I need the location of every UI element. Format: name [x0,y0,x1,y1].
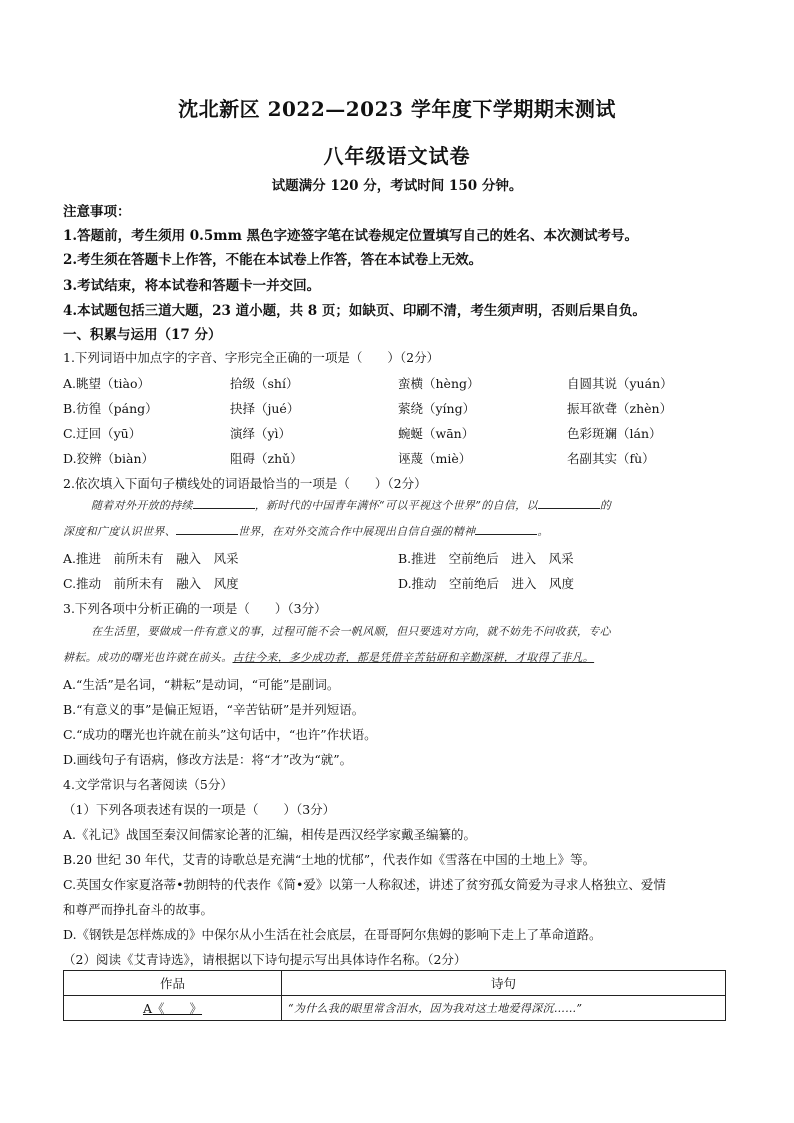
exam-title: 沈北新区 2022—2023 学年度下学期期末测试 [178,97,616,121]
option-item: 阻碍（zhǔ） [230,451,303,466]
option-item: C.“成功的曙光也许就在前头”这句话中，“也许”作状语。 [63,727,377,742]
underlined-sentence: 古往今来，多少成功者，都是凭借辛苦钻研和辛勤深耕，才取得了非凡。 [232,651,595,664]
option-item: 振耳欲聋（zhèn） [567,401,673,416]
question-stem: 3.下列各项中分析正确的一项是（ ）（3分） [63,601,327,616]
sub-question: （1）下列各项表述有误的一项是（ ）（3分） [63,802,336,817]
option-item: 蜿蜒（wān） [398,426,475,441]
option-item: D.《钢铁是怎样炼成的》中保尔从小生活在社会底层，在哥哥阿尔焦姆的影响下走上了革命道路。 [63,927,602,942]
exam-info: 试题满分 120 分，考试时间 150 分钟。 [271,178,523,194]
fill-blank [176,522,238,535]
option-item: 色彩斑斓（lán） [567,426,662,441]
table-cell: “为什么我的眼里常含泪水，因为我对这土地爱得深沉……” [282,996,726,1021]
option-item: C.迂回（yū） [63,426,142,441]
section-heading: 一、积累与运用（17 分） [63,327,222,343]
option-item: C.英国女作家夏洛蒂•勃朗特的代表作《简•爱》以第一人称叙述，讲述了贫穷孤女简爱为寻求人格独立、爱情 [63,877,666,892]
passage-text: 耕耘。成功的曙光也许就在前头。 [63,651,233,664]
option-item: C.推动 前所未有 融入 风度 [63,576,239,591]
option-item: B.20 世纪 30 年代，艾青的诗歌总是充满“土地的忧郁”，代表作如《雪落在中国的土地上》等。 [63,852,596,867]
option-item: 自圆其说（yuán） [567,376,673,391]
option-item: 演绎（yì） [230,426,292,441]
option-item: 拾级（shí） [230,376,299,391]
option-item: 和尊严而挣扎奋斗的故事。 [63,902,214,917]
notice-item: 2.考生须在答题卡上作答，不能在本试卷上作答，答在本试卷上无效。 [63,252,483,268]
q3-passage [63,646,731,670]
table-header-row [64,971,726,996]
option-item: A.“生活”是名词，“耕耘”是动词，“可能”是副词。 [63,677,340,692]
option-item: A.《礼记》战国至秦汉间儒家论著的汇编，相传是西汉经学家戴圣编纂的。 [63,827,477,842]
q3-passage: 在生活里，要做成一件有意义的事，过程可能不会一帆风顺，但只要选对方向，就不妨先不问收获，专心 [91,625,611,638]
option-item: B.彷徨（páng） [63,401,158,416]
works-table [63,970,726,1021]
option-item: 萦绕（yíng） [398,401,476,416]
option-item: B.“有意义的事”是偏正短语，“辛苦钻研”是并列短语。 [63,702,365,717]
notice-item: 3.考试结束，将本试卷和答题卡一并交回。 [63,278,321,294]
passage-text: 的 [599,499,612,512]
table-header: 作品 [64,971,282,996]
fill-blank [538,496,600,509]
option-item: A.眺望（tiào） [63,376,150,391]
option-item: D.推动 空前绝后 进入 风度 [398,576,575,591]
option-item: D.狡辨（biàn） [63,451,155,466]
passage-text: 随着对外开放的持续 [91,499,193,512]
option-item: 蛮横（hèng） [398,376,480,391]
passage-text: ，新时代的中国青年满怀“可以平视这个世界”的自信，以 [254,499,538,512]
passage-text: 。 [537,525,549,538]
notice-heading: 注意事项： [63,204,131,220]
fill-blank [475,522,537,535]
exam-subtitle: 八年级语文试卷 [323,144,471,168]
work-answer-blank: A《 》 [142,1001,203,1016]
option-item: B.推进 空前绝后 进入 风采 [398,551,574,566]
passage-text: 世界，在对外交流合作中展现出自信自强的精神 [238,525,476,538]
question-stem: 2.依次填入下面句子横线处的词语最恰当的一项是（ ）（2分） [63,476,427,491]
passage-text: 深度和广度认识世界、 [63,525,176,538]
fill-blank [193,496,255,509]
q2-passage [63,520,731,544]
question-stem: 4.文学常识与名著阅读（5分） [63,777,233,792]
question-stem: 1.下列词语中加点字的字音、字形完全正确的一项是（ ）（2分） [63,350,440,365]
option-item: D.画线句子有语病，修改方法是：将“才”改为“就”。 [63,752,353,767]
table-header: 诗句 [282,971,726,996]
option-item: 名副其实（fù） [567,451,655,466]
sub-question: （2）阅读《艾青诗选》，请根据以下诗句提示写出具体诗作名称。（2分） [63,952,467,967]
notice-item: 1.答题前，考生须用 0.5mm 黑色字迹签字笔在试卷规定位置填写自己的姓名、本次测试考号。 [63,228,639,244]
notice-item: 4.本试题包括三道大题，23 道小题，共 8 页；如缺页、印刷不清，考生须声明，否则后果自负。 [63,303,646,319]
option-item: A.推进 前所未有 融入 风采 [63,551,239,566]
option-item: 抉择（jué） [230,401,300,416]
table-row [64,996,726,1021]
table-cell [64,996,282,1021]
q2-passage [63,494,731,518]
option-item: 诬蔑（miè） [398,451,472,466]
